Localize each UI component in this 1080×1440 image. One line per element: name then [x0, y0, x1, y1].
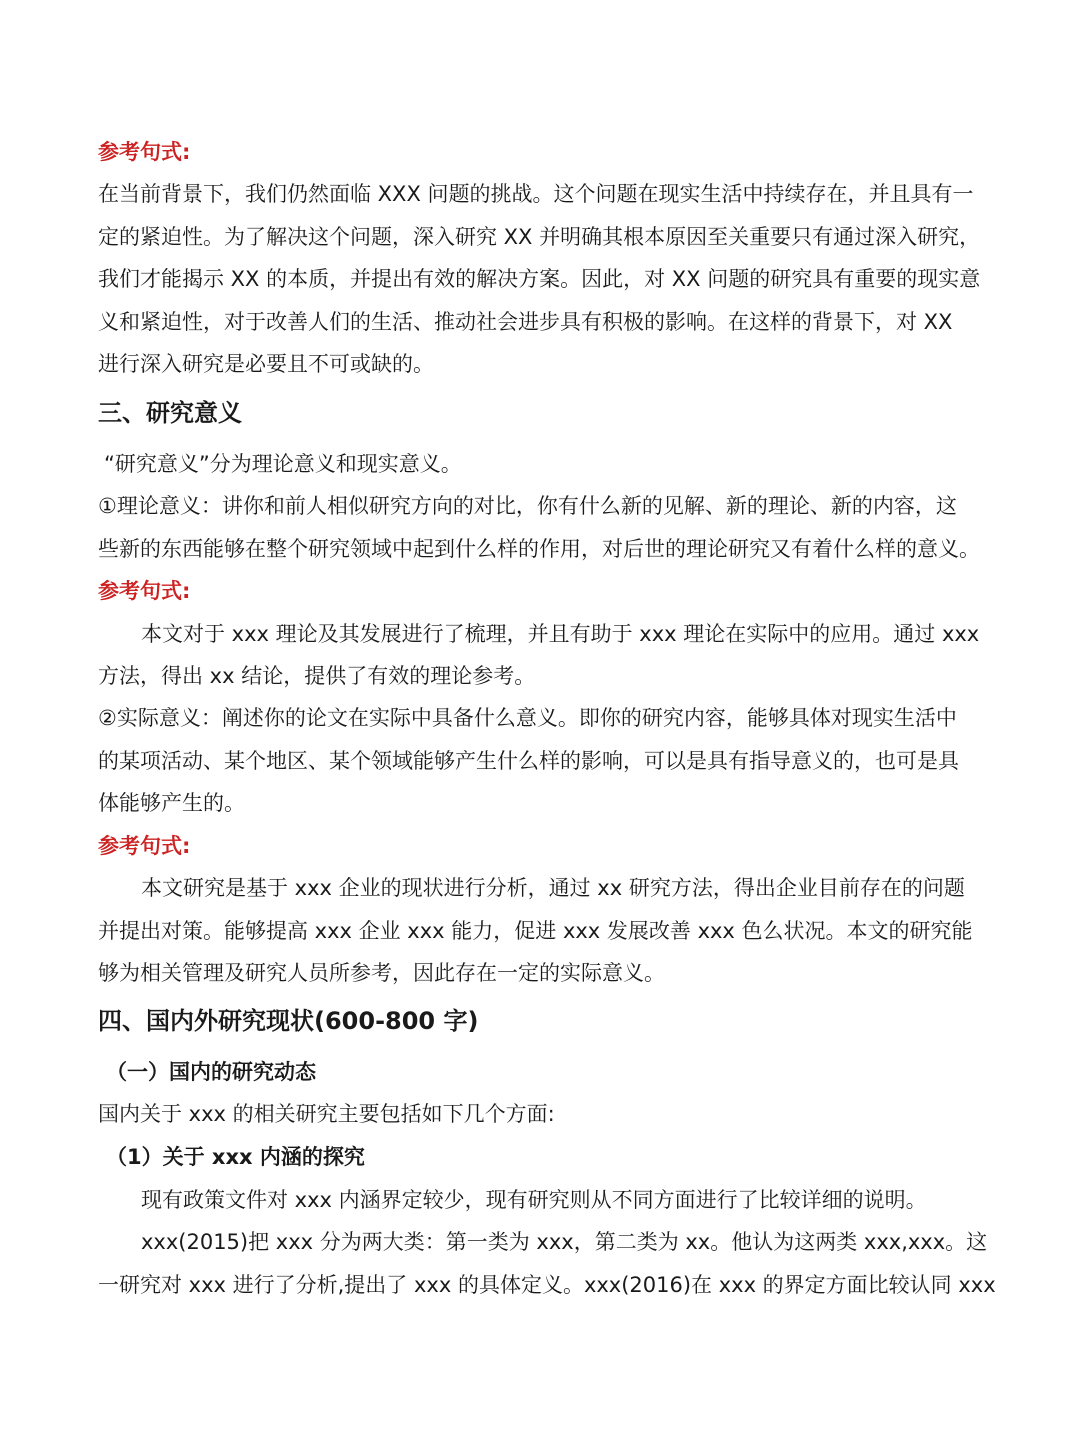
paragraph-line: 方法，得出 xx 结论，提供了有效的理论参考。 [98, 664, 536, 688]
paragraph-line: 并提出对策。能够提高 xxx 企业 xxx 能力，促进 xxx 发展改善 xxx 色么状况。本文的研究能 [98, 919, 973, 943]
paragraph-line: ①理论意义：讲你和前人相似研究方向的对比，你有什么新的见解、新的理论、新的内容，这 [98, 494, 957, 518]
paragraph-line: 在当前背景下，我们仍然面临 XXX 问题的挑战。这个问题在现实生活中持续存在，并且具有一 [98, 182, 974, 206]
sub-heading: （一）国内的研究动态 [106, 1060, 316, 1084]
paragraph-line: 我们才能揭示 XX 的本质，并提出有效的解决方案。因此，对 XX 问题的研究具有重要的现实意 [98, 267, 981, 291]
paragraph-line: xxx(2015)把 xxx 分为两大类：第一类为 xxx，第二类为 xx。他认为这两类 xxx,xxx。这 [141, 1230, 988, 1254]
paragraph-line: ②实际意义：阐述你的论文在实际中具备什么意义。即你的研究内容，能够具体对现实生活中 [98, 706, 957, 730]
section-intro: “研究意义”分为理论意义和现实意义。 [104, 452, 462, 476]
paragraph-line: 进行深入研究是必要且不可或缺的。 [98, 352, 434, 376]
paragraph-line: 些新的东西能够在整个研究领域中起到什么样的作用，对后世的理论研究又有着什么样的意义。 [98, 537, 980, 561]
paragraph-line: 现有政策文件对 xxx 内涵界定较少，现有研究则从不同方面进行了比较详细的说明。 [141, 1188, 927, 1212]
reference-label: 参考句式: [98, 579, 191, 603]
paragraph-line: 体能够产生的。 [98, 791, 245, 815]
paragraph-line: 够为相关管理及研究人员所参考，因此存在一定的实际意义。 [98, 961, 665, 985]
paragraph-line: 本文研究是基于 xxx 企业的现状进行分析，通过 xx 研究方法，得出企业目前存在的问题 [141, 876, 965, 900]
item-heading: （1）关于 xxx 内涵的探究 [106, 1145, 365, 1169]
reference-label: 参考句式: [98, 834, 191, 858]
paragraph-line: 一研究对 xxx 进行了分析,提出了 xxx 的具体定义。xxx(2016)在 xxx 的界定方面比较认同 xxx [98, 1273, 996, 1297]
paragraph-line: 国内关于 xxx 的相关研究主要包括如下几个方面: [98, 1102, 555, 1126]
paragraph-line: 定的紧迫性。为了解决这个问题，深入研究 XX 并明确其根本原因至关重要只有通过深入研究， [98, 225, 981, 249]
reference-label: 参考句式: [98, 140, 191, 164]
paragraph-line: 本文对于 xxx 理论及其发展进行了梳理，并且有助于 xxx 理论在实际中的应用。通过 xxx [141, 622, 980, 646]
section-heading: 四、国内外研究现状(600-800 字) [98, 1007, 479, 1035]
paragraph-line: 的某项活动、某个地区、某个领域能够产生什么样的影响，可以是具有指导意义的，也可是具 [98, 749, 959, 773]
section-heading: 三、研究意义 [98, 399, 242, 427]
paragraph-line: 义和紧迫性，对于改善人们的生活、推动社会进步具有积极的影响。在这样的背景下，对 XX [98, 310, 953, 334]
